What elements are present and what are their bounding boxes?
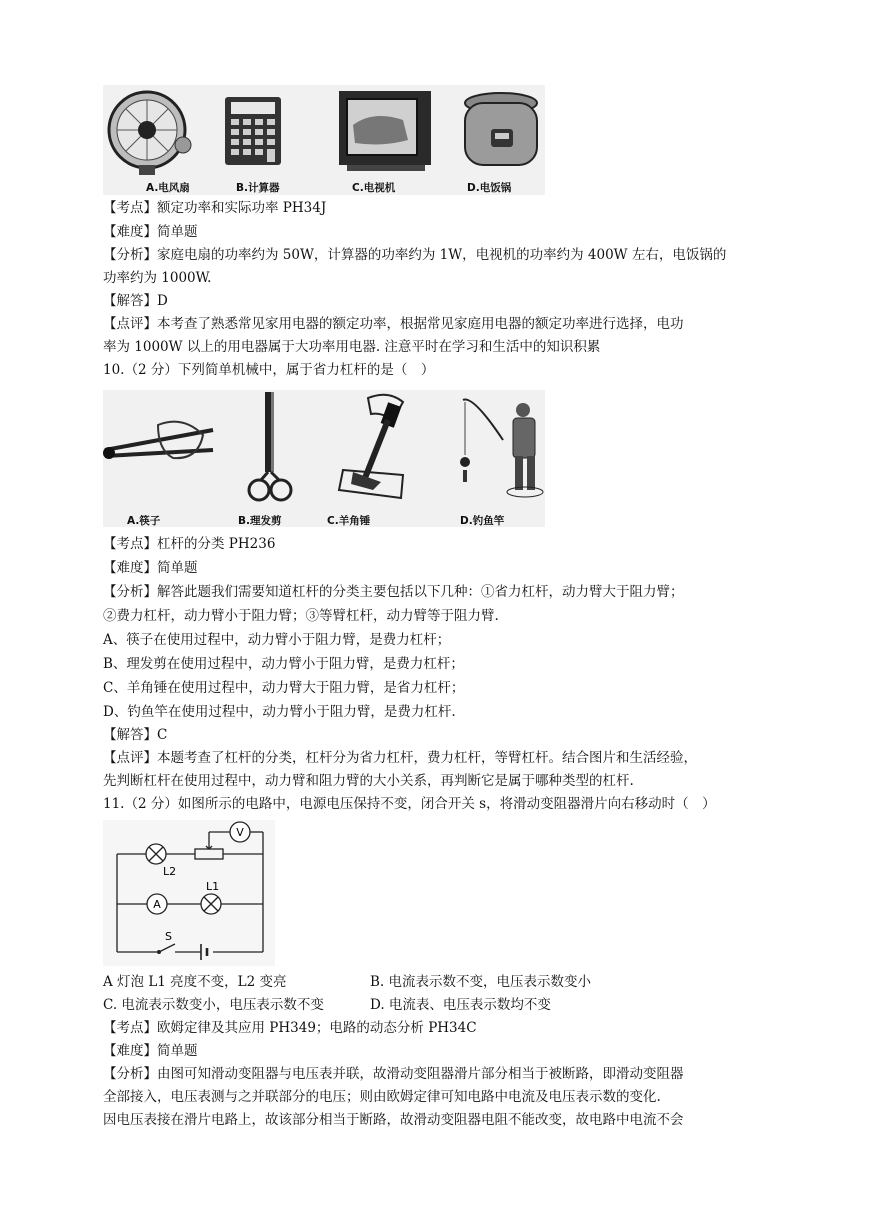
calculator-icon <box>225 97 281 165</box>
lever-caption-d: D.钓鱼竿 <box>460 515 505 527</box>
q10-nandu: 【难度】简单题 <box>103 560 198 576</box>
ammeter-icon <box>147 894 167 914</box>
q9-nandu: 【难度】简单题 <box>103 224 198 240</box>
circuit-figure <box>103 820 275 966</box>
rice-cooker-icon <box>465 93 537 165</box>
q10-analysis-a: A、筷子在使用过程中，动力臂小于阻力臂，是费力杠杆； <box>103 632 451 648</box>
q10-jieda: 【解答】C <box>103 727 168 743</box>
q11-kaodian: 【考点】欧姆定律及其应用 PH349；电路的动态分析 PH34C <box>103 1020 477 1036</box>
levers-figure <box>103 390 545 527</box>
q10-kaodian: 【考点】杠杆的分类 PH236 <box>103 536 276 552</box>
switch-icon <box>157 950 161 954</box>
claw-hammer-icon <box>339 395 403 498</box>
circuit-diagram <box>103 820 275 966</box>
lamp-l1-label: L1 <box>206 880 220 893</box>
q10-analysis-b: B、理发剪在使用过程中，动力臂小于阻力臂，是费力杠杆； <box>103 656 464 672</box>
q9-dianping-line2: 率为 1000W 以上的用电器属于大功率用电器. 注意平时在学习和生活中的知识积累 <box>103 339 601 355</box>
q9-fenxi-line2: 功率约为 1000W. <box>103 270 212 286</box>
switch-label: S <box>165 930 172 943</box>
q9-kaodian: 【考点】额定功率和实际功率 PH34J <box>103 200 327 216</box>
lamp-l2-label: L2 <box>163 865 177 878</box>
fan-icon <box>109 92 191 175</box>
lever-caption-c: C.羊角锤 <box>327 515 371 527</box>
appliance-caption-a: A.电风扇 <box>146 182 190 194</box>
fishing-rod-icon <box>460 400 543 498</box>
q10-fenxi-line1: 【分析】解答此题我们需要知道杠杆的分类主要包括以下几种：①省力杠杆，动力臂大于阻力臂； <box>103 584 684 600</box>
voltmeter-icon <box>230 822 250 842</box>
q11-fenxi-line2: 全部接入，电压表测与之并联部分的电压；则由欧姆定律可知电路中电流及电压表示数的变化. <box>103 1089 661 1105</box>
q9-fenxi-line1: 【分析】家庭电扇的功率约为 50W，计算器的功率约为 1W，电视机的功率约为 400W 左右，电饭锅的 <box>103 247 727 263</box>
q11-stem: 11.（2 分）如图所示的电路中，电源电压保持不变，闭合开关 s，将滑动变阻器滑片向右移动时（ ） <box>103 796 716 812</box>
appliances-figure <box>103 85 545 195</box>
q11-option-a: A 灯泡 L1 亮度不变，L2 变亮 <box>103 974 287 990</box>
q10-analysis-c: C、羊角锤在使用过程中，动力臂大于阻力臂，是省力杠杆； <box>103 680 465 696</box>
ammeter-label: A <box>153 898 161 911</box>
lamp-l2-icon <box>146 844 176 878</box>
q10-stem: 10.（2 分）下列简单机械中，属于省力杠杆的是（ ） <box>103 362 435 378</box>
q11-fenxi-line3: 因电压表接在滑片电路上，故该部分相当于断路，故滑动变阻器电阻不能改变，故电路中电流不会 <box>103 1112 684 1128</box>
scissors-icon <box>249 392 291 500</box>
q11-fenxi-line1: 【分析】由图可知滑动变阻器与电压表并联，故滑动变阻器滑片部分相当于被断路，即滑动变阻器 <box>103 1066 684 1082</box>
appliance-caption-c: C.电视机 <box>352 182 396 194</box>
voltmeter-label: V <box>236 826 244 839</box>
q11-option-d: D. 电流表、电压表示数均不变 <box>370 997 551 1013</box>
television-icon <box>339 91 431 171</box>
q10-dianping-line1: 【点评】本题考查了杠杆的分类，杠杆分为省力杠杆，费力杠杆，等臂杠杆。结合图片和生活经验， <box>103 750 697 766</box>
q11-option-b: B. 电流表示数不变，电压表示数变小 <box>370 974 592 990</box>
appliances-illustration <box>103 85 545 195</box>
q11-nandu: 【难度】简单题 <box>103 1043 198 1059</box>
lever-caption-b: B.理发剪 <box>238 515 282 527</box>
q9-jieda: 【解答】D <box>103 293 168 309</box>
q10-analysis-d: D、钓鱼竿在使用过程中，动力臂小于阻力臂，是费力杠杆. <box>103 704 456 720</box>
q10-dianping-line2: 先判断杠杆在使用过程中，动力臂和阻力臂的大小关系，再判断它是属于哪种类型的杠杆. <box>103 773 634 789</box>
q10-fenxi-line2: ②费力杠杆，动力臂小于阻力臂；③等臂杠杆，动力臂等于阻力臂. <box>103 608 499 624</box>
q11-option-c: C. 电流表示数变小，电压表示数不变 <box>103 997 324 1013</box>
levers-illustration <box>103 390 545 527</box>
lamp-l1-icon <box>201 880 221 914</box>
appliance-caption-d: D.电饭锅 <box>467 182 512 194</box>
appliance-caption-b: B.计算器 <box>236 182 280 194</box>
lever-caption-a: A.筷子 <box>127 515 161 527</box>
q9-dianping-line1: 【点评】本考查了熟悉常见家用电器的额定功率，根据常见家庭用电器的额定功率进行选择，电功 <box>103 316 684 332</box>
chopsticks-icon <box>103 422 213 459</box>
